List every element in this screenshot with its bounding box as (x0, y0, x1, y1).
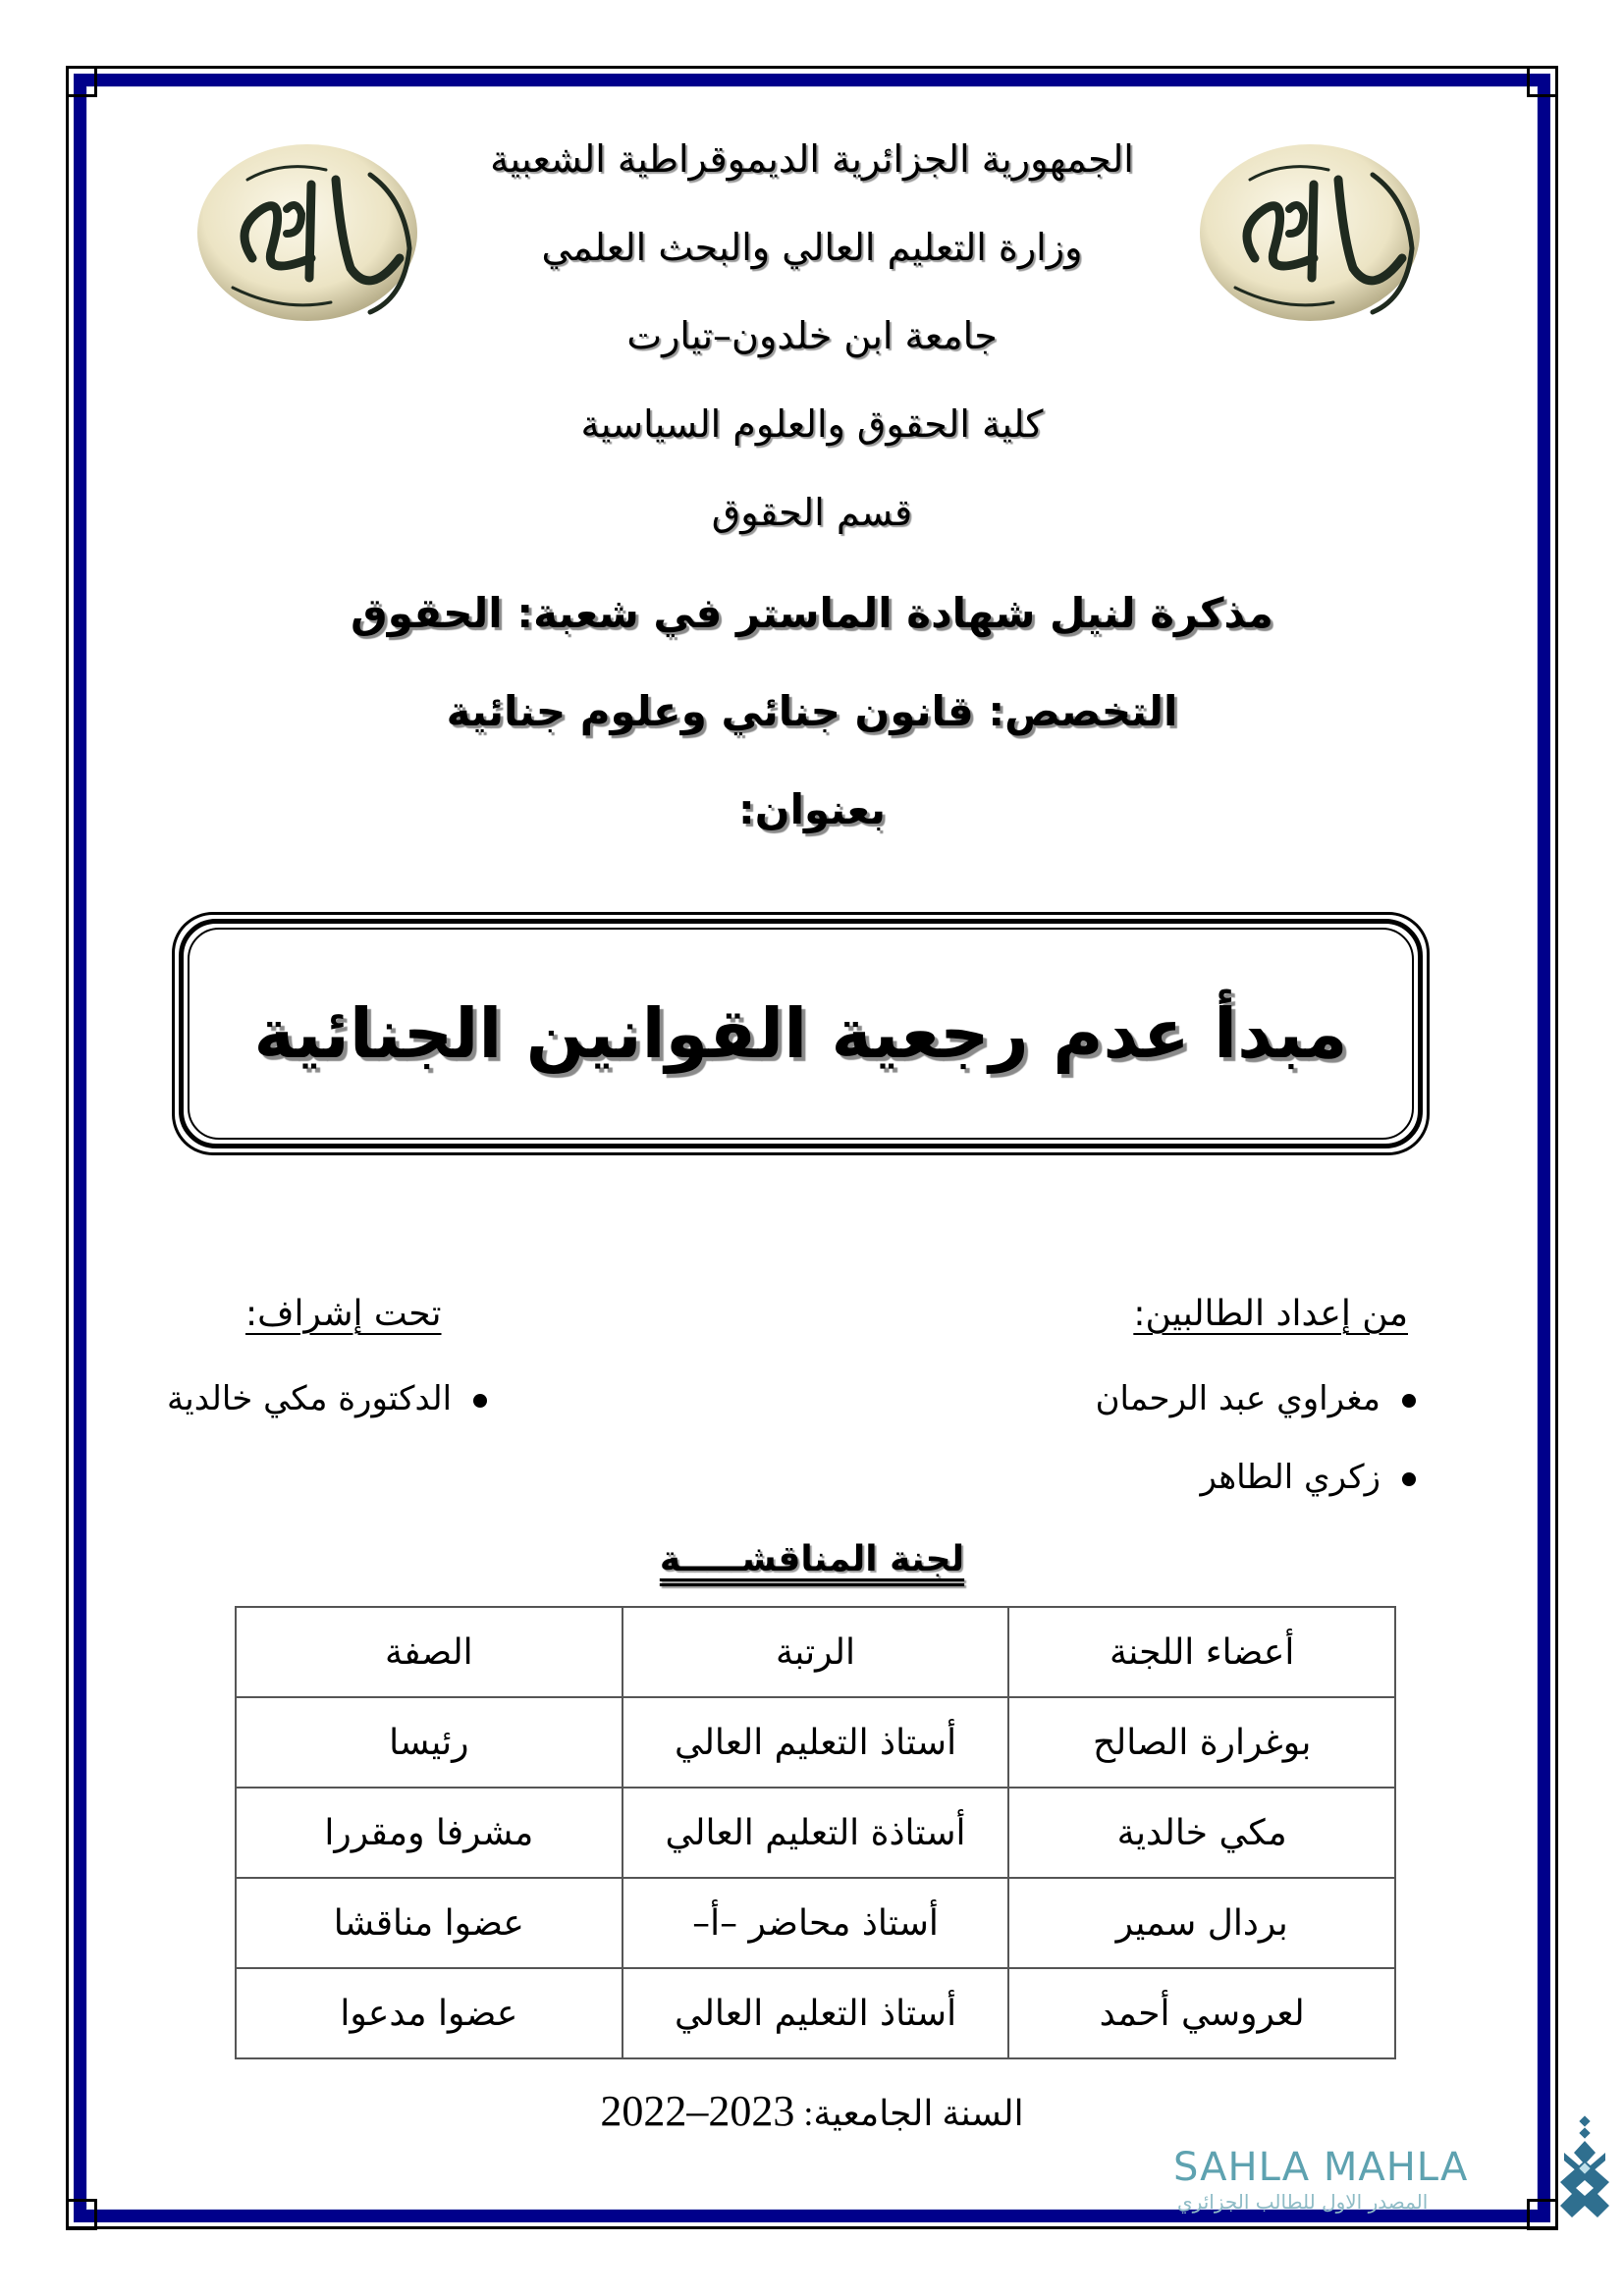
corner-ornament-bottom-left (66, 2199, 97, 2230)
titled-label: بعنوان: (738, 785, 886, 833)
watermark-subtitle: المصدر الاول للطالب الجزائري (1177, 2190, 1429, 2214)
table-header-row (236, 1607, 1395, 1697)
ministry-name: وزارة التعليم العالي والبحث العلمي (541, 226, 1083, 269)
bullet-icon (1402, 1394, 1416, 1408)
member-role: عضوا مدعوا (236, 1968, 623, 2058)
thesis-degree-line: مذكرة لنيل شهادة الماستر في شعبة: الحقوق (351, 589, 1273, 637)
member-name: بردال سمير (1008, 1878, 1395, 1968)
bullet-icon (473, 1394, 487, 1408)
member-rank: أستاذ محاضر –أ– (623, 1878, 1009, 1968)
committee-title: لجنة المناقشـــــة (659, 1539, 965, 1579)
bullet-icon (1402, 1472, 1416, 1486)
supervisor-name: الدكتورة مكي خالدية (167, 1379, 453, 1418)
header-cell-members: أعضاء اللجنة (1008, 1607, 1395, 1697)
supervisor-heading: تحت إشراف: (245, 1294, 442, 1334)
student-item (1200, 1458, 1416, 1497)
watermark-logo-icon (1554, 2113, 1615, 2221)
department-name: قسم الحقوق (711, 491, 913, 534)
member-role: رئيسا (236, 1697, 623, 1788)
member-role: مشرفا ومقررا (236, 1788, 623, 1878)
member-name: مكي خالدية (1008, 1788, 1395, 1878)
republic-name: الجمهورية الجزائرية الديموقراطية الشعبية (490, 137, 1134, 181)
academic-year-label: السنة الجامعية: (803, 2094, 1024, 2133)
academic-year (0, 2086, 1624, 2136)
student-name: مغراوي عبد الرحمان (1095, 1379, 1380, 1418)
watermark (1173, 2145, 1546, 2223)
header-cell-role: الصفة (236, 1607, 623, 1697)
thesis-title-box (172, 912, 1430, 1155)
students-heading: من إعداد الطالبين: (1133, 1294, 1408, 1334)
member-rank: أستاذ التعليم العالي (623, 1697, 1009, 1788)
member-role: عضوا مناقشا (236, 1878, 623, 1968)
watermark-title: SAHLA MAHLA (1173, 2145, 1469, 2190)
thesis-title: مبدأ عدم رجعية القوانين الجنائية (253, 993, 1348, 1074)
corner-ornament-top-right (1527, 66, 1558, 97)
academic-year-value: 2022–2023 (600, 2087, 795, 2135)
table-row (236, 1878, 1395, 1968)
table-row (236, 1788, 1395, 1878)
student-item (1096, 1379, 1416, 1418)
member-name: لعروسي أحمد (1008, 1968, 1395, 2058)
member-rank: أستاذ التعليم العالي (623, 1968, 1009, 2058)
student-name: زكري الطاهر (1200, 1458, 1380, 1497)
member-name: بوغرارة الصالح (1008, 1697, 1395, 1788)
header-cell-rank: الرتبة (623, 1607, 1009, 1697)
corner-ornament-top-left-b (66, 66, 109, 104)
specialty-line: التخصص: قانون جنائي وعلوم جنائية (446, 687, 1178, 735)
supervisor-item (167, 1379, 487, 1418)
table-row (236, 1968, 1395, 2058)
member-rank: أستاذة التعليم العالي (623, 1788, 1009, 1878)
university-name: جامعة ابن خلدون–تيارت (626, 314, 998, 357)
faculty-name: كلية الحقوق والعلوم السياسية (580, 402, 1044, 446)
committee-table (235, 1606, 1396, 2059)
table-row (236, 1697, 1395, 1788)
